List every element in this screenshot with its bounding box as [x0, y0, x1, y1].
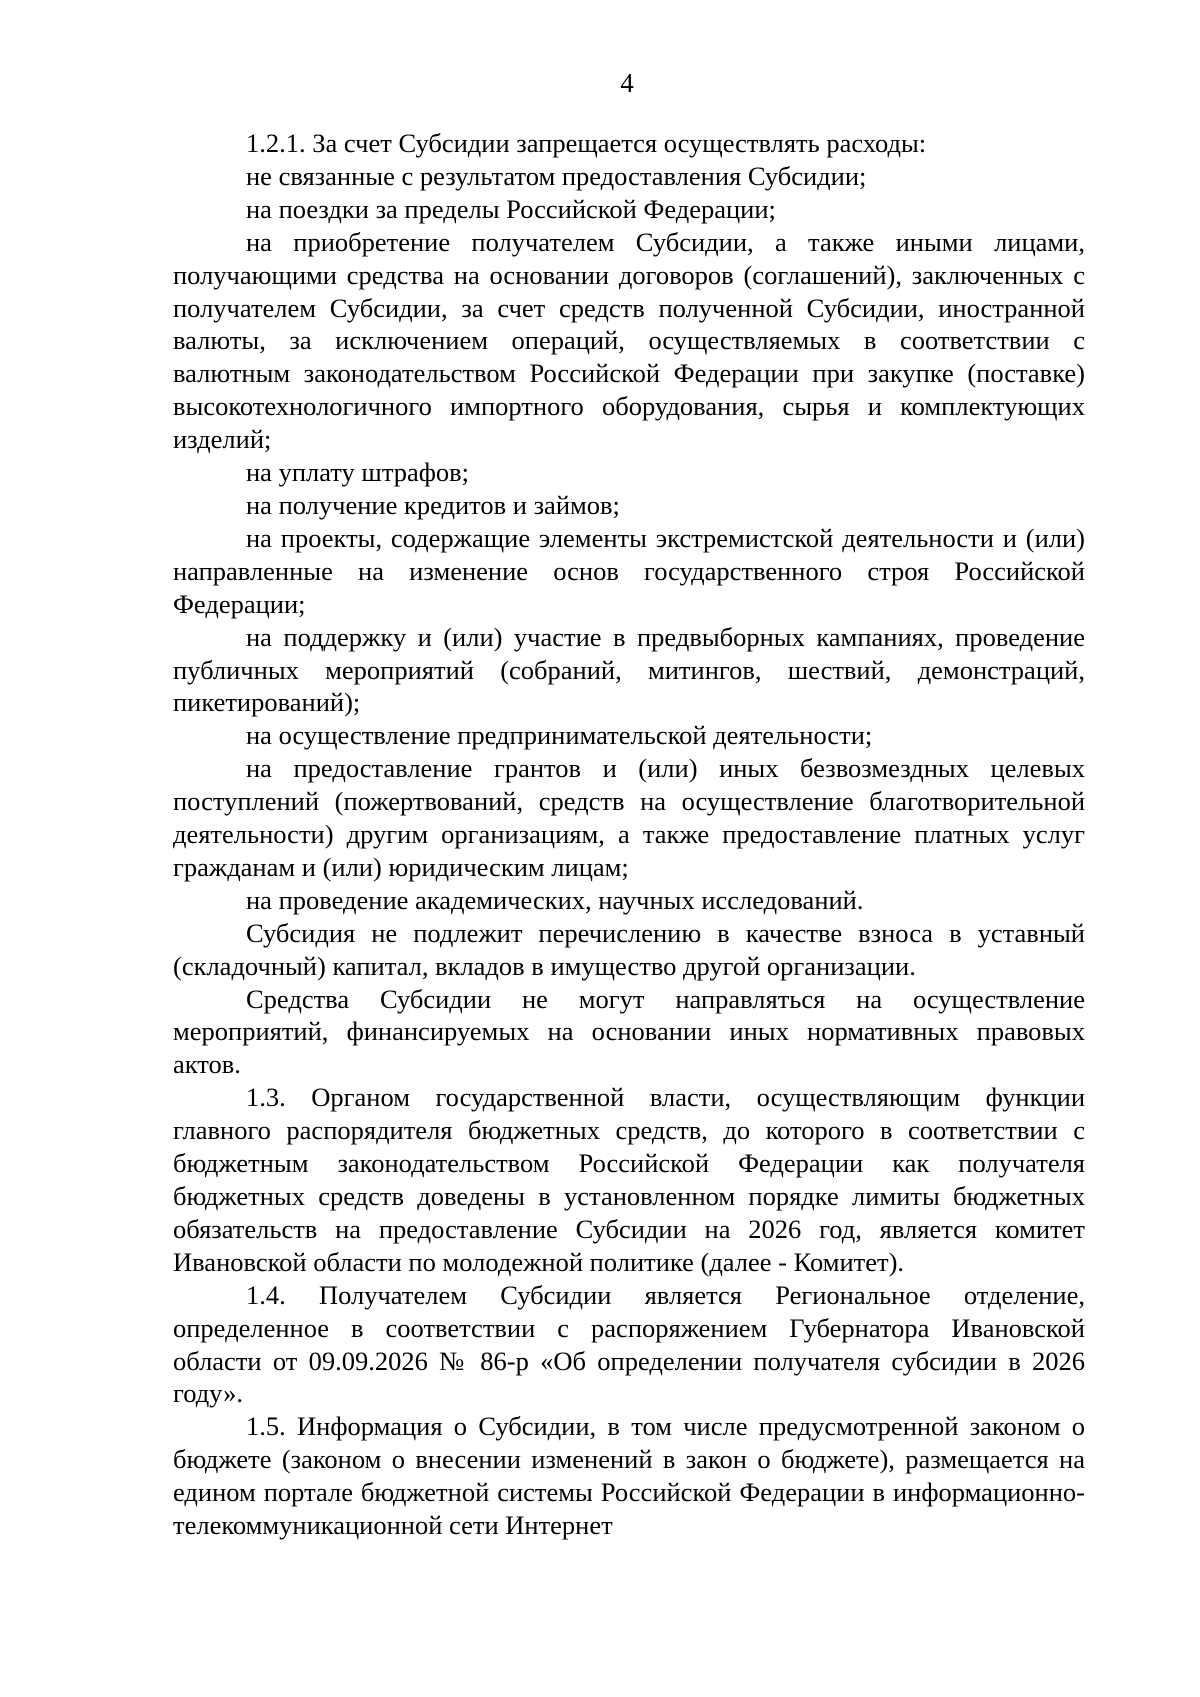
paragraph-expense-item: на уплату штрафов;	[246, 457, 470, 488]
paragraph-1-5: 1.5. Информация о Субсидии, в том числе предусмотренной законом о бюджете (законом о внесении изменений в закон о бюджете), размещается на едином портале бюджетной системы Российской Федерации в информационно-телекоммуникационной сети Интернет	[173, 1411, 1085, 1541]
document-body	[173, 127, 1085, 1542]
paragraph-1-2-1-heading: 1.2.1. За счет Субсидии запрещается осуществлять расходы:	[246, 128, 927, 158]
paragraph-expense-item: на получение кредитов и займов;	[246, 489, 620, 520]
paragraph-subsidy-restriction: Средства Субсидии не могут направляться на осуществление мероприятий, финансируемых на основании иных нормативных правовых актов.	[173, 983, 1085, 1080]
paragraph-1-4: 1.4. Получателем Субсидии является Региональное отделение, определенное в соответствии с распоряжением Губернатора Ивановской области от 09.09.2026 № 86-р «Об определении получателя субсидии в 2026 году».	[173, 1279, 1085, 1409]
paragraph-expense-item: на осуществление предпринимательской деятельности;	[246, 720, 873, 751]
paragraph-expense-item: на предоставление грантов и (или) иных безвозмездных целевых поступлений (пожертвований, средств на осуществление благотворительной деятельности) другим организациям, а также предоставление платных услуг гражданам и (или) юридическим лицам;	[173, 753, 1085, 882]
paragraph-expense-item: не связанные с результатом предоставления Субсидии;	[246, 160, 867, 191]
paragraph-subsidy-restriction: Субсидия не подлежит перечислению в качестве взноса в уставный (складочный) капитал, вкладов в имущество другой организации.	[173, 917, 1085, 981]
paragraph-expense-item: на приобретение получателем Субсидии, а также иными лицами, получающими средства на основании договоров (соглашений), заключенных с получателем Субсидии, за счет средств полученной Субсидии, иностранной валюты, за исключением операций, осуществляемых в соответствии с валютным законодательством Российской Федерации при закупке (поставке) высокотехнологичного импортного оборудования, сырья и комплектующих изделий;	[173, 226, 1085, 455]
paragraph-1-3: 1.3. Органом государственной власти, осуществляющим функции главного распорядителя бюджетных средств, до которого в соответствии с бюджетным законодательством Российской Федерации как получателя бюджетных средств доведены в установленном порядке лимиты бюджетных обязательств на предоставление Субсидии на 2026 год, является комитет Ивановской области по молодежной политике (далее - Комитет).	[173, 1082, 1085, 1277]
paragraph-expense-item: на проекты, содержащие элементы экстремистской деятельности и (или) направленные на изменение основ государственного строя Российской Федерации;	[173, 522, 1085, 619]
paragraph-expense-item: на поездки за пределы Российской Федерации;	[246, 193, 776, 224]
paragraph-expense-item: на поддержку и (или) участие в предвыборных кампаниях, проведение публичных мероприятий (собраний, митингов, шествий, демонстраций, пикетирований);	[173, 621, 1085, 718]
paragraph-expense-item: на проведение академических, научных исследований.	[246, 884, 864, 915]
page-number: 4	[620, 68, 634, 98]
